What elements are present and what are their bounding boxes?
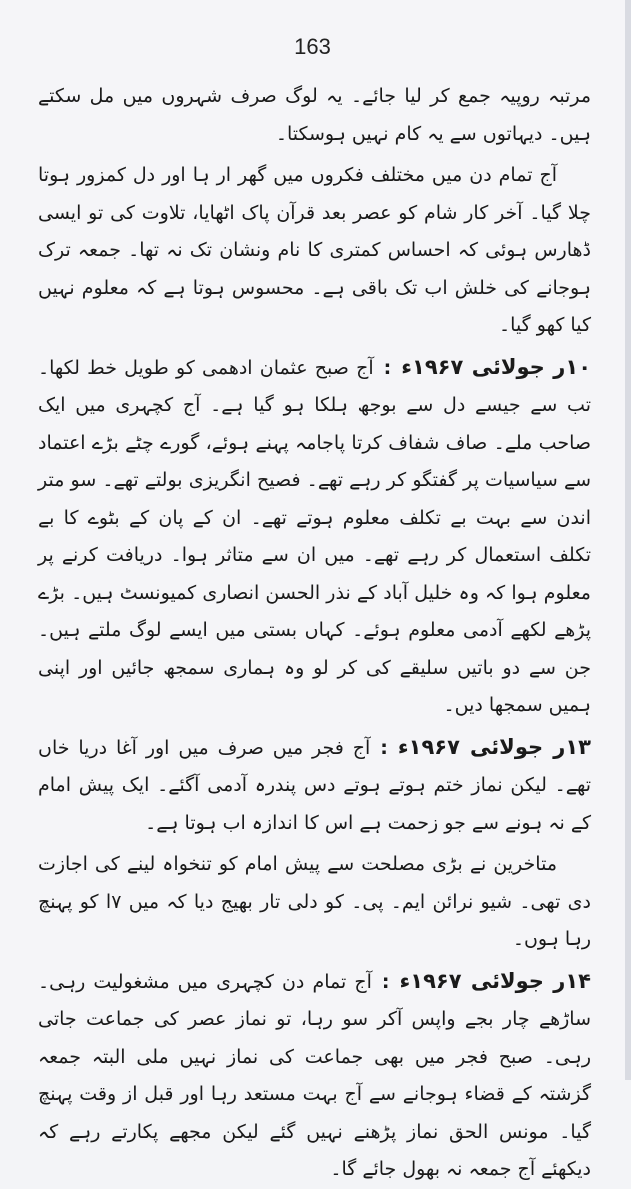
paragraph-text: آج تمام دن کچہری میں مشغولیت رہی۔ ساڑھے چار بجے واپس آکر سو رہا، تو نماز عصر کی جماعت جاتی رہی۔ صبح فجر میں بھی جماعت کی نماز نہیں ملی البتہ جمعہ گزشتہ کے قضاء ہوجانے سے آج بہت مستعد رہا اور قبل از وقت پہنچ گیا۔ مونس الحق نماز پڑھنے نہیں گئے لیکن مجھے پکارتے رہے کہ دیکھئے آج جمعہ نہ بھول جائے گا۔ <box>38 970 591 1180</box>
entry-separator: : <box>380 736 388 759</box>
entry-date: ۱۳ر جولائی ۱۹۶۷ء <box>397 734 591 759</box>
paragraph-text: مرتبہ روپیہ جمع کر لیا جائے۔ یہ لوگ صرف شہروں میں مل سکتے ہیں۔ دیہاتوں سے یہ کام نہیں ہوسکتا۔ <box>38 85 591 145</box>
paragraph <box>38 846 591 959</box>
entry-date: ۱۴ر جولائی ۱۹۶۷ء <box>399 968 591 993</box>
entry-separator: : <box>383 356 392 379</box>
page-number: 163 <box>294 34 331 59</box>
entry-separator: : <box>381 970 390 993</box>
diary-entry <box>38 349 591 725</box>
paragraph-text: آج صبح عثمان ادھمی کو طویل خط لکھا۔ تب سے جیسے دل سے بوجھ ہلکا ہو گیا ہے۔ آج کچہری میں ایک صاحب ملے۔ صاف شفاف کرتا پاجامہ پہنے ہوئے، گورے چٹے بڑے اعتماد سے سیاسیات پر گفتگو کر رہے تھے۔ فصیح انگریزی بولتے تھے۔ سو متر اندن سے بہت بے تکلف معلوم ہوتے تھے۔ ان کے پان کے بٹوے کا بے تکلف استعمال کر رہے تھے۔ میں ان سے متاثر ہوا۔ دریافت کرنے پر معلوم ہوا کہ وہ خلیل آباد کے نذر الحسن انصاری کمیونسٹ ہیں۔ بڑے پڑھے لکھے آدمی معلوم ہوئے۔ کہاں بستی میں ایسے لوگ ملتے ہیں۔ جن سے دو باتیں سلیقے کی کر لو وہ ہماری سمجھ جائیں اور اپنی ہمیں سمجھا دیں۔ <box>38 356 591 716</box>
page-text <box>38 78 591 1189</box>
paragraph-text: متاخرین نے بڑی مصلحت سے پیش امام کو تنخواہ لینے کی اجازت دی تھی۔ شیو نرائن ایم۔ پی۔ کو دلی تار بھیج دیا کہ میں ۷ا کو پہنچ رہا ہوں۔ <box>38 853 591 950</box>
paragraph <box>38 157 591 345</box>
paragraph-text: آج فجر میں صرف میں اور آغا دریا خاں تھے۔ لیکن نماز ختم ہوتے ہوتے دس پندرہ آدمی آگئے۔ ایک پیش امام کے نہ ہونے سے جو زحمت ہے اس کا اندازہ اب ہوتا ہے۔ <box>38 736 591 834</box>
paragraph-text: آج تمام دن میں مختلف فکروں میں گھر ار ہا اور دل کمزور ہوتا چلا گیا۔ آخر کار شام کو عصر بعد قرآن پاک اٹھایا، تلاوت کی تو ایسی ڈھارس ہوئی کہ احساس کمتری کا نام ونشان تک نہ تھا۔ جمعہ ترک ہوجانے کی خلش اب تک باقی ہے۔ محسوس ہوتا ہے کہ معلوم نہیں کیا کھو گیا۔ <box>38 164 591 336</box>
entry-date: ۱۰ر جولائی ۱۹۶۷ء <box>401 354 592 379</box>
diary-entry <box>38 963 591 1189</box>
diary-entry <box>38 729 591 843</box>
paragraph <box>38 78 591 153</box>
